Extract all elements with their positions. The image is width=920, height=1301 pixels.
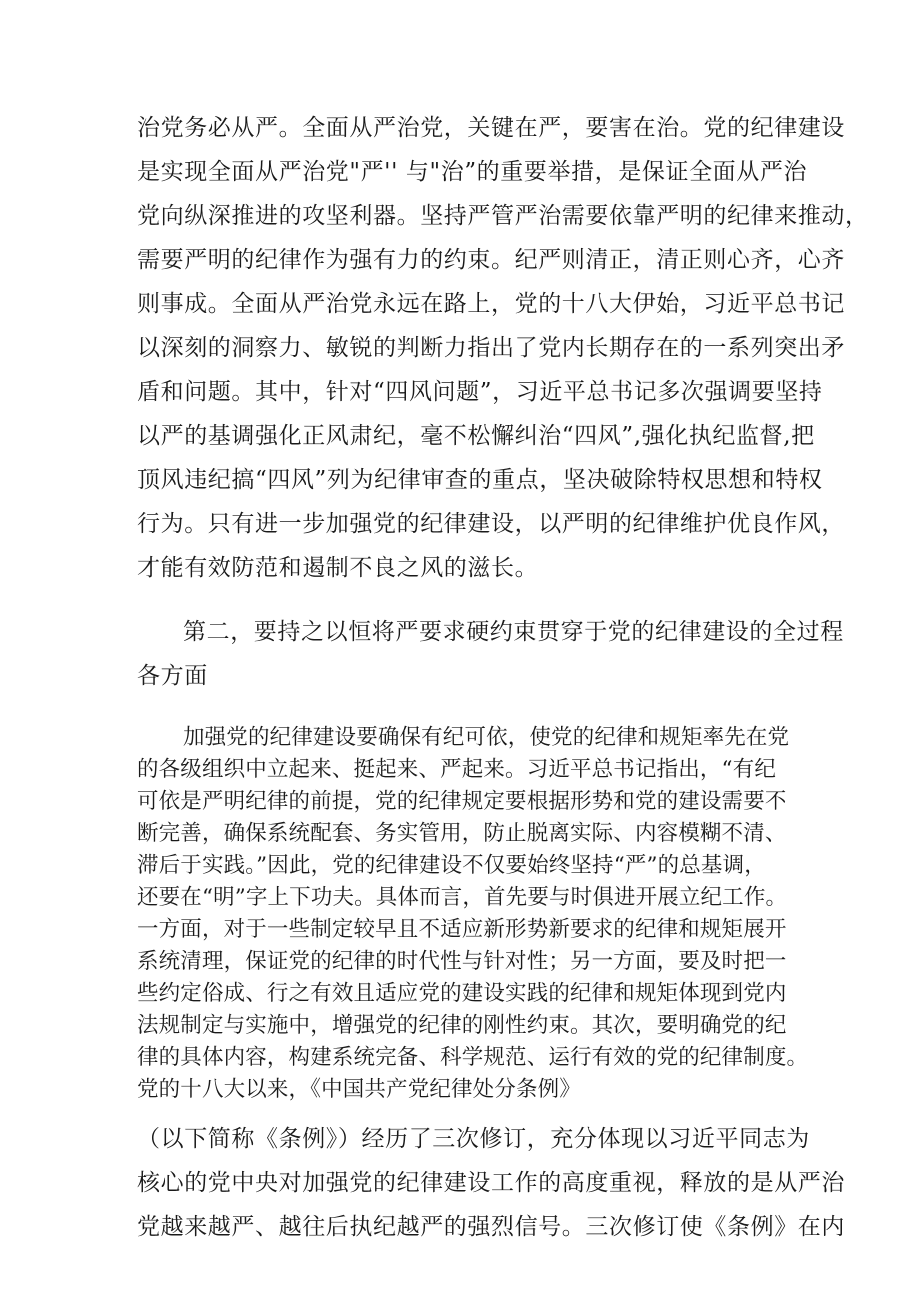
paragraph-1-line: 则事成。全面从严治党永远在路上，党的十八大伊始，习近平总书记 xyxy=(137,291,845,317)
paragraph-2-line: 可依是严明纪律的前提，党的纪律规定要根据形势和党的建设需要不 xyxy=(137,789,787,814)
paragraph-1-line: 党向纵深推进的攻坚利器。坚持严管严治需要依靠严明的纪律来推动， xyxy=(137,203,869,229)
paragraph-2-line: 的各级组织中立起来、挺起来、严起来。习近平总书记指出，“有纪 xyxy=(137,757,776,782)
paragraph-2-line: 党的十八大以来，《中国共产党纪律处分条例》 xyxy=(137,1077,581,1102)
paragraph-2-line: 一方面，对于一些制定较早且不适应新形势新要求的纪律和规矩展开 xyxy=(137,917,787,942)
paragraph-3-line: （以下简称《条例》）经历了三次修订，充分体现以习近平同志为 xyxy=(137,1126,810,1152)
paragraph-1-line: 才能有效防范和遏制不良之风的滋长。 xyxy=(137,555,539,581)
heading-line: 各方面 xyxy=(137,663,208,689)
paragraph-1-line: 以深刻的洞察力、敏锐的判断力指出了党内长期存在的一系列突出矛 xyxy=(137,335,845,361)
paragraph-1-line: 是实现全面从严治党"严'' 与"治”的重要举措，是保证全面从严治 xyxy=(137,159,808,185)
paragraph-3-line: 核心的党中央对加强党的纪律建设工作的高度重视，释放的是从严治 xyxy=(137,1170,845,1196)
paragraph-2-line: 系统清理，保证党的纪律的时代性与针对性；另一方面，要及时把一 xyxy=(137,949,787,974)
paragraph-3-line: 党越来越严、越往后执纪越严的强烈信号。三次修订使《条例》在内 xyxy=(137,1214,845,1240)
heading-line: 第二，要持之以恒将严要求硬约束贯穿于党的纪律建设的全过程 xyxy=(183,619,844,645)
paragraph-2-line: 滞后于实践。”因此，党的纪律建设不仅要始终坚持“严”的总基调， xyxy=(137,853,766,878)
paragraph-2-line: 加强党的纪律建设要确保有纪可依，使党的纪律和规矩率先在党 xyxy=(183,725,790,750)
paragraph-1-line: 需要严明的纪律作为强有力的约束。纪严则清正，清正则心齐，心齐 xyxy=(137,247,845,273)
paragraph-2-line: 法规制定与实施中，增强党的纪律的刚性约束。其次，要明确党的纪 xyxy=(137,1013,787,1038)
paragraph-1-line: 盾和问题。其中，针对“四风问题”，习近平总书记多次强调要坚持 xyxy=(137,379,823,405)
paragraph-2-line: 些约定俗成、行之有效且适应党的建设实践的纪律和规矩体现到党内 xyxy=(137,981,787,1006)
paragraph-1-line: 顶风违纪搞“四风”列为纪律审查的重点，坚决破除特权思想和特权 xyxy=(137,467,823,493)
paragraph-2-line: 断完善，确保系统配套、务实管用，防止脱离实际、内容模糊不清、 xyxy=(137,821,787,846)
paragraph-1-line: 行为。只有进一步加强党的纪律建设，以严明的纪律维护优良作风， xyxy=(137,511,845,537)
paragraph-1-line: 以严的基调强化正风肃纪，毫不松懈纠治“四风”,强化执纪监督,把 xyxy=(137,423,815,449)
paragraph-1-line: 治党务必从严。全面从严治党，关键在严，要害在治。党的纪律建设 xyxy=(137,115,845,141)
paragraph-2-line: 律的具体内容，构建系统完备、科学规范、运行有效的党的纪律制度。 xyxy=(137,1045,809,1070)
paragraph-2-line: 还要在“明”字上下功夫。具体而言，首先要与时俱进开展立纪工作。 xyxy=(137,885,788,910)
